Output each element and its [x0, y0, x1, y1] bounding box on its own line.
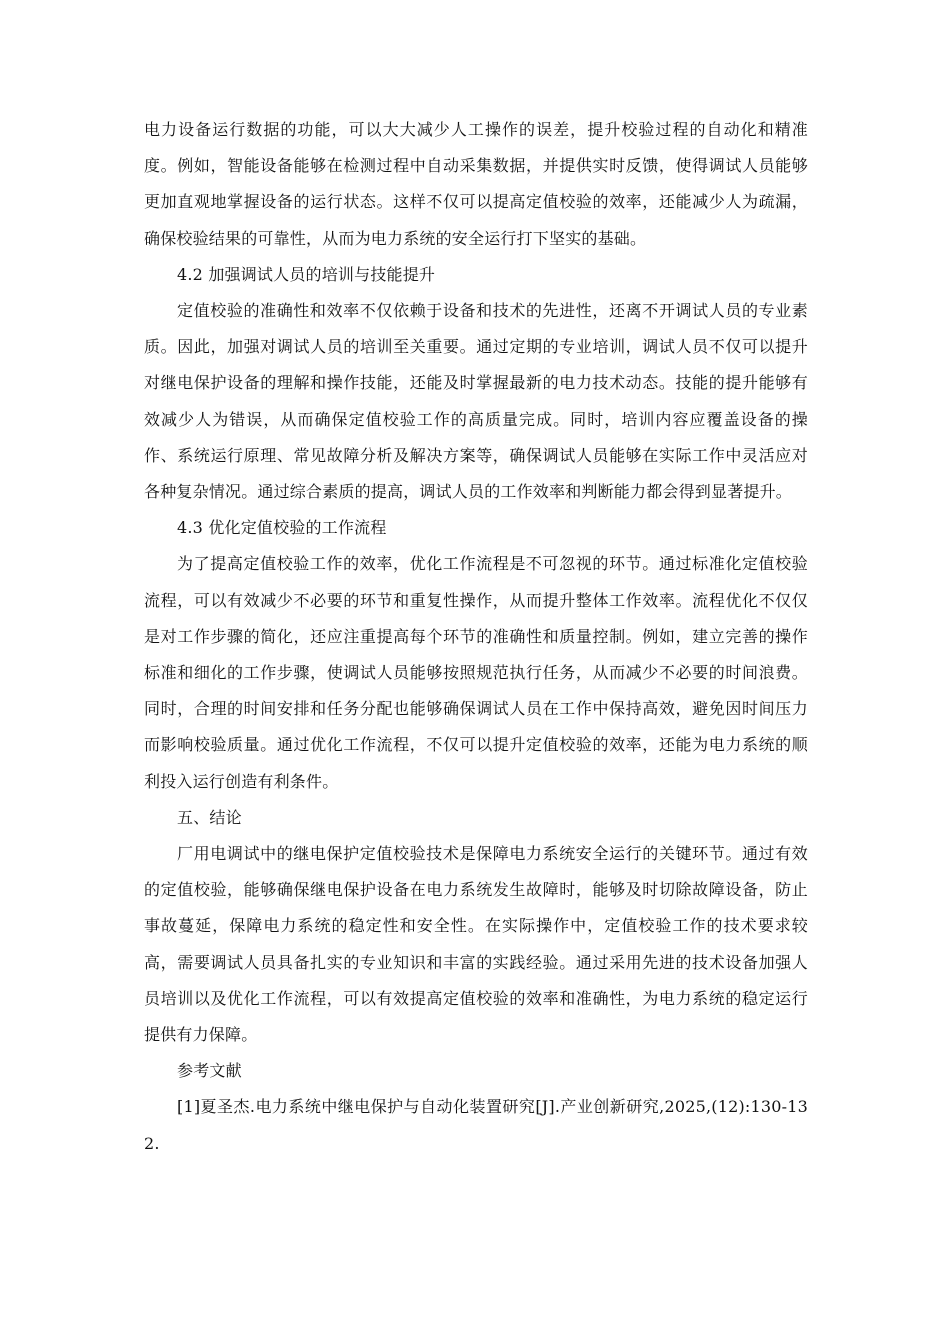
paragraph-continued: 电力设备运行数据的功能，可以大大减少人工操作的误差，提升校验过程的自动化和精准度。例如，智能设备能够在检测过程中自动采集数据，并提供实时反馈，使得调试人员能够更加直观地掌握设备的运行状态。这样不仅可以提高定值校验的效率，还能减少人为疏漏，确保校验结果的可靠性，从而为电力系统的安全运行打下坚实的基础。 [144, 120, 808, 248]
section-heading-conclusion: 五、结论 [177, 807, 242, 827]
document-page [144, 112, 808, 1162]
section-heading-4-3: 4.3 优化定值校验的工作流程 [177, 518, 387, 538]
paragraph-conclusion: 厂用电调试中的继电保护定值校验技术是保障电力系统安全运行的关键环节。通过有效的定值校验，能够确保继电保护设备在电力系统发生故障时，能够及时切除故障设备，防止事故蔓延，保障电力系统的稳定性和安全性。在实际操作中，定值校验工作的技术要求较高，需要调试人员具备扎实的专业知识和丰富的实践经验。通过采用先进的技术设备加强人员培训以及优化工作流程，可以有效提高定值校验的效率和准确性，为电力系统的稳定运行提供有力保障。 [144, 844, 808, 1045]
references-heading: 参考文献 [177, 1061, 242, 1081]
paragraph-4-3: 为了提高定值校验工作的效率，优化工作流程是不可忽视的环节。通过标准化定值校验流程，可以有效减少不必要的环节和重复性操作，从而提升整体工作效率。流程优化不仅仅是对工作步骤的简化，还应注重提高每个环节的准确性和质量控制。例如，建立完善的操作标准和细化的工作步骤，使调试人员能够按照规范执行任务，从而减少不必要的时间浪费。同时，合理的时间安排和任务分配也能够确保调试人员在工作中保持高效，避免因时间压力而影响校验质量。通过优化工作流程，不仅可以提升定值校验的效率，还能为电力系统的顺利投入运行创造有利条件。 [144, 554, 808, 791]
paragraph-4-2: 定值校验的准确性和效率不仅依赖于设备和技术的先进性，还离不开调试人员的专业素质。因此，加强对调试人员的培训至关重要。通过定期的专业培训，调试人员不仅可以提升对继电保护设备的理解和操作技能，还能及时掌握最新的电力技术动态。技能的提升能够有效减少人为错误，从而确保定值校验工作的高质量完成。同时，培训内容应覆盖设备的操作、系统运行原理、常见故障分析及解决方案等，确保调试人员能够在实际工作中灵活应对各种复杂情况。通过综合素质的提高，调试人员的工作效率和判断能力都会得到显著提升。 [144, 301, 808, 502]
section-heading-4-2: 4.2 加强调试人员的培训与技能提升 [177, 264, 436, 284]
reference-item-1: [1]夏圣杰.电力系统中继电保护与自动化装置研究[J].产业创新研究,2025,(12):130-132. [144, 1097, 808, 1153]
